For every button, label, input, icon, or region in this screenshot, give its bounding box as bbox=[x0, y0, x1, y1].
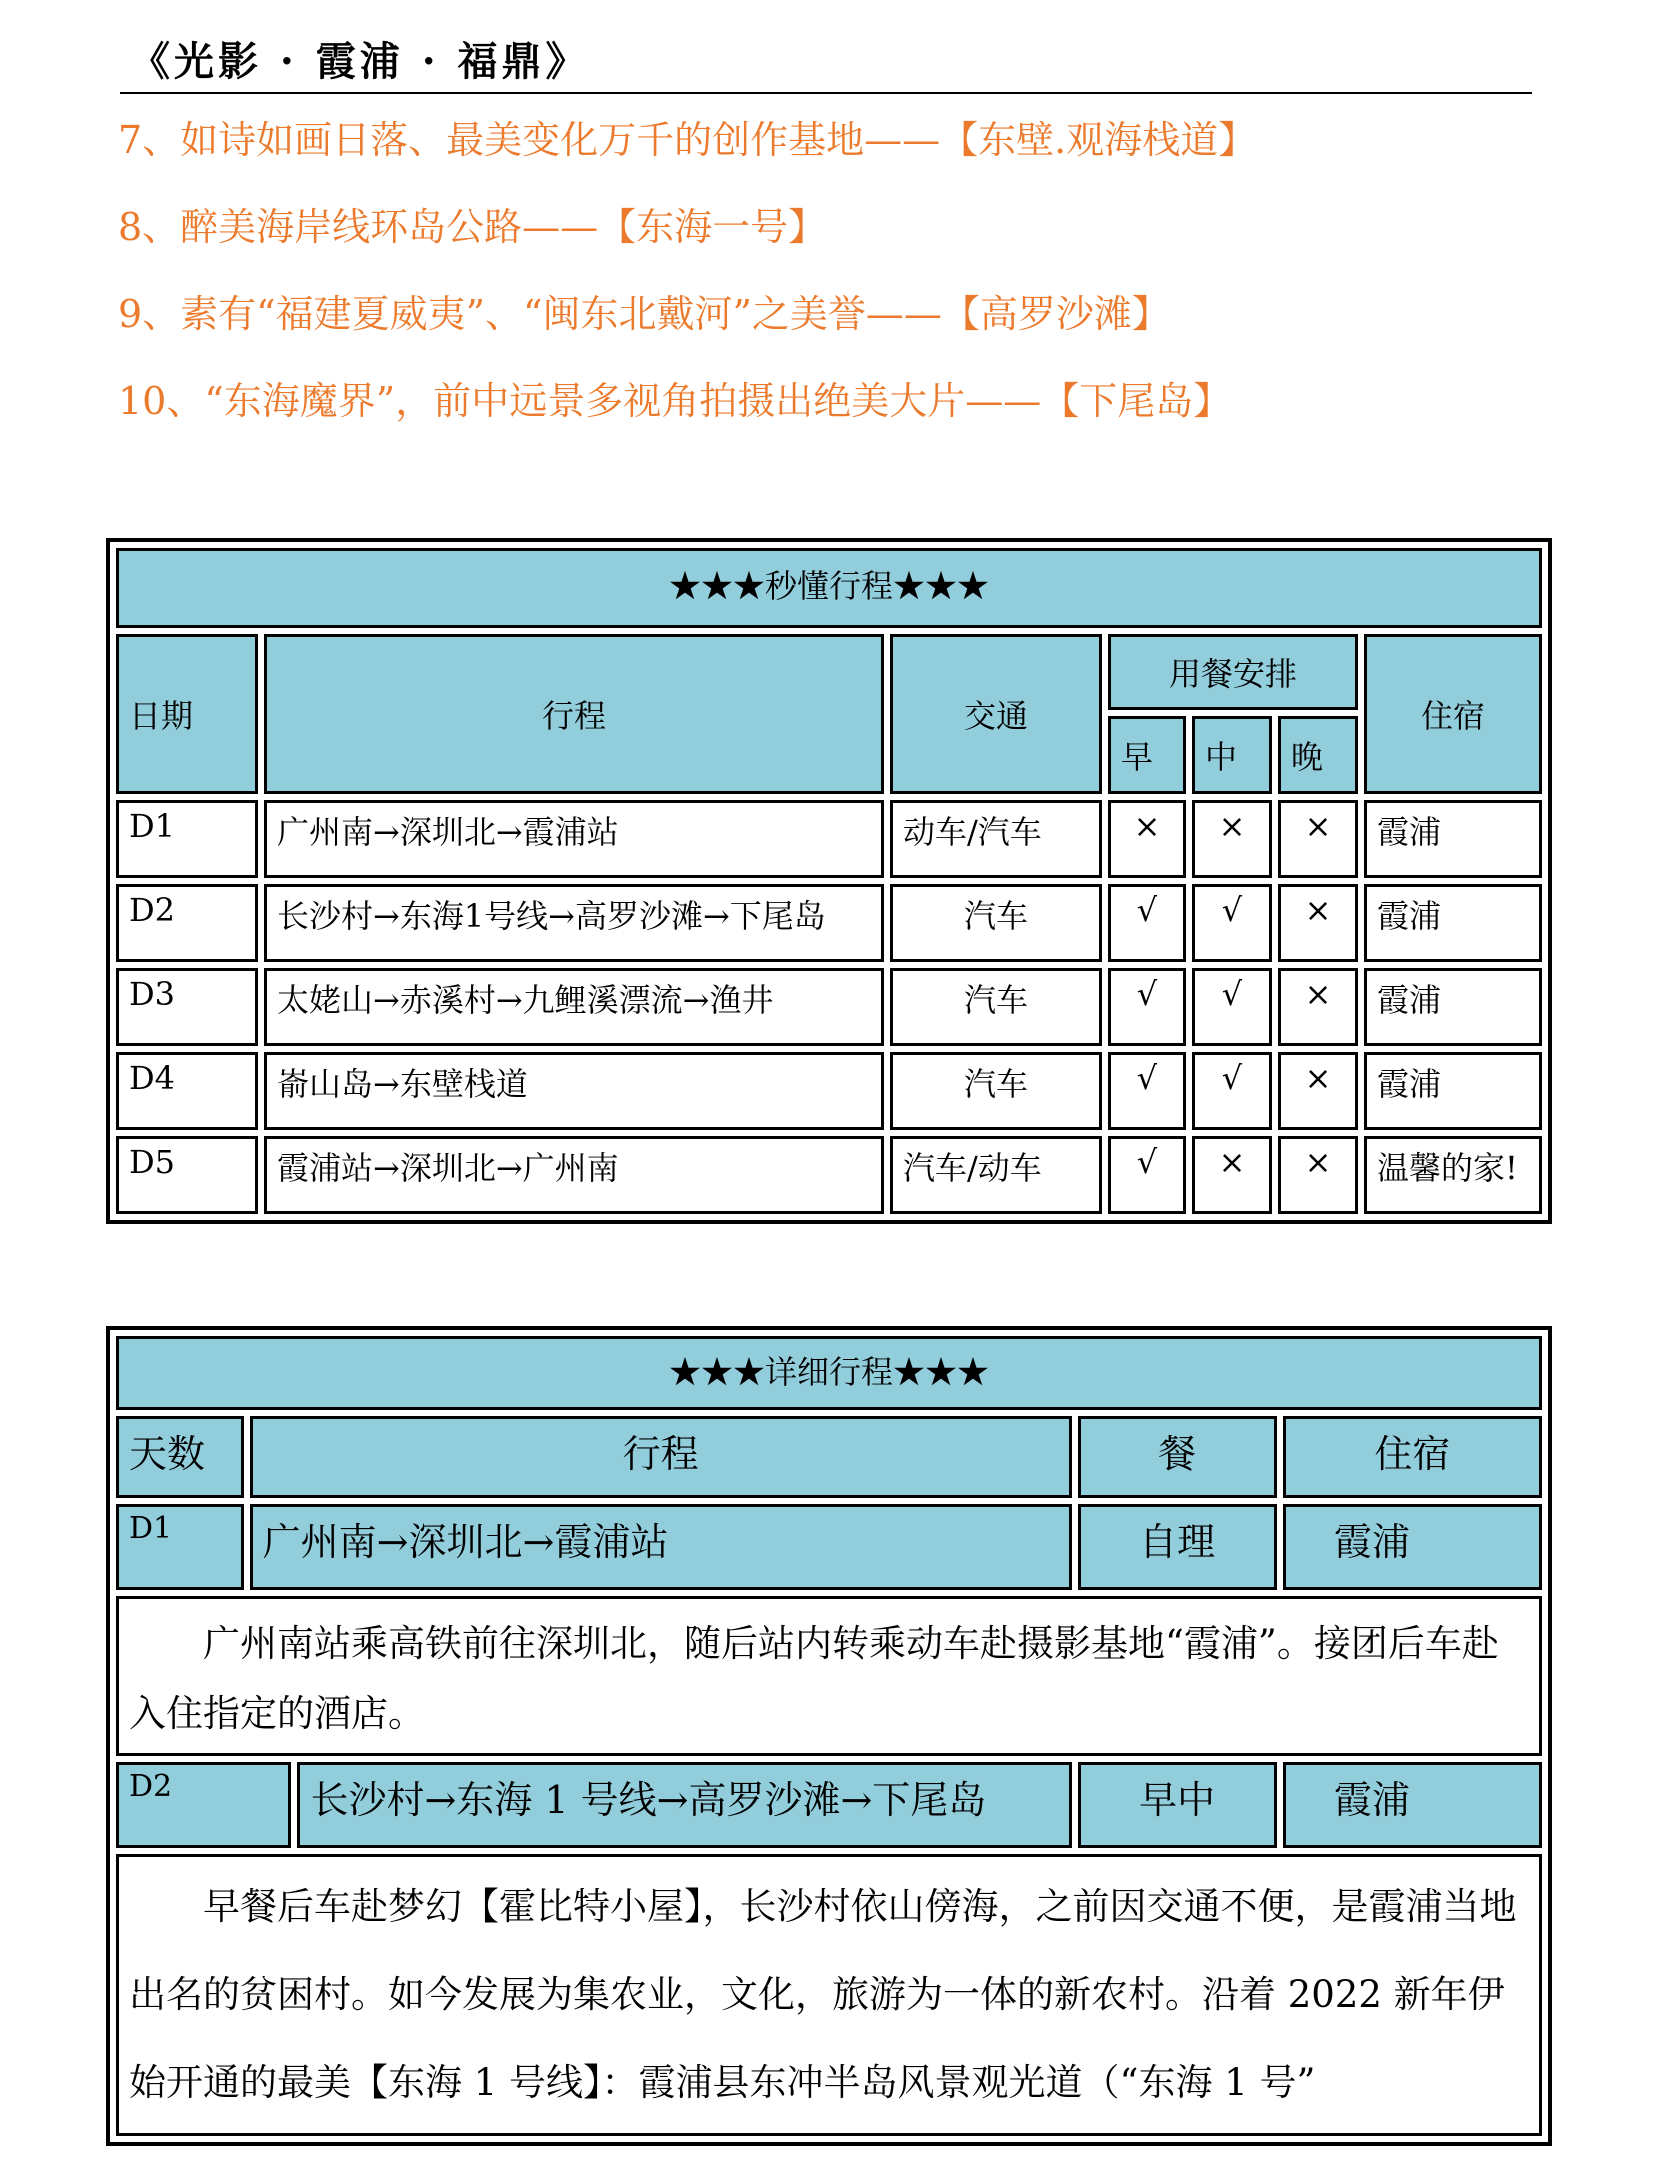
highlights-list bbox=[118, 112, 1538, 460]
cell-breakfast: √ bbox=[1108, 1136, 1186, 1214]
cell-transport: 汽车/动车 bbox=[890, 1136, 1102, 1214]
header-lunch: 中 bbox=[1192, 716, 1272, 794]
detail-table-title: ★★★详细行程★★★ bbox=[116, 1336, 1542, 1410]
cell-transport: 汽车 bbox=[890, 968, 1102, 1046]
cell-route: 霞浦站→深圳北→广州南 bbox=[264, 1136, 884, 1214]
header-route: 行程 bbox=[250, 1416, 1072, 1498]
header-lodging: 住宿 bbox=[1283, 1416, 1542, 1498]
day-label: D2 bbox=[116, 1762, 291, 1848]
highlight-item: 7、如诗如画日落、最美变化万千的创作基地——【东壁.观海栈道】 bbox=[118, 118, 1257, 162]
summary-itinerary-table bbox=[106, 538, 1552, 1224]
highlight-item: 8、醉美海岸线环岛公路——【东海一号】 bbox=[118, 205, 827, 249]
header-route: 行程 bbox=[264, 634, 884, 794]
cell-lodging: 霞浦 bbox=[1364, 884, 1542, 962]
cell-dinner: × bbox=[1278, 884, 1358, 962]
cell-transport: 动车/汽车 bbox=[890, 800, 1102, 878]
summary-table-title: ★★★秒懂行程★★★ bbox=[116, 548, 1542, 628]
header-meal: 餐 bbox=[1078, 1416, 1277, 1498]
header-divider bbox=[120, 92, 1532, 94]
day-lodging: 霞浦 bbox=[1283, 1504, 1542, 1590]
cell-lunch: × bbox=[1192, 1136, 1272, 1214]
cell-lodging: 霞浦 bbox=[1364, 968, 1542, 1046]
day-description: 广州南站乘高铁前往深圳北，随后站内转乘动车赴摄影基地“霞浦”。接团后车赴入住指定的酒店。 bbox=[116, 1596, 1542, 1756]
cell-route: 嵛山岛→东壁栈道 bbox=[264, 1052, 884, 1130]
highlight-item: 9、素有“福建夏威夷”、“闽东北戴河”之美誉——【高罗沙滩】 bbox=[118, 292, 1170, 336]
table-row bbox=[116, 1136, 1542, 1214]
header-meals: 用餐安排 bbox=[1108, 634, 1358, 710]
cell-lunch: √ bbox=[1192, 1052, 1272, 1130]
table-row bbox=[116, 884, 1542, 962]
table-row bbox=[116, 800, 1542, 878]
header-days: 天数 bbox=[116, 1416, 244, 1498]
cell-transport: 汽车 bbox=[890, 884, 1102, 962]
cell-breakfast: √ bbox=[1108, 884, 1186, 962]
table-row bbox=[116, 968, 1542, 1046]
cell-lodging: 霞浦 bbox=[1364, 1052, 1542, 1130]
cell-breakfast: √ bbox=[1108, 1052, 1186, 1130]
cell-breakfast: √ bbox=[1108, 968, 1186, 1046]
cell-day: D3 bbox=[116, 968, 258, 1046]
detail-itinerary-table bbox=[106, 1326, 1552, 2146]
header-lodging: 住宿 bbox=[1364, 634, 1542, 794]
day-meal: 早中 bbox=[1078, 1762, 1277, 1848]
page-header-title: 《光影 · 霞浦 · 福鼎》 bbox=[130, 38, 590, 85]
cell-route: 太姥山→赤溪村→九鲤溪漂流→渔井 bbox=[264, 968, 884, 1046]
day-label: D1 bbox=[116, 1504, 244, 1590]
highlight-item: 10、“东海魔界”，前中远景多视角拍摄出绝美大片——【下尾岛】 bbox=[118, 379, 1232, 423]
day-lodging: 霞浦 bbox=[1283, 1762, 1542, 1848]
cell-lunch: √ bbox=[1192, 968, 1272, 1046]
cell-dinner: × bbox=[1278, 968, 1358, 1046]
cell-day: D2 bbox=[116, 884, 258, 962]
cell-lodging: 温馨的家! bbox=[1364, 1136, 1542, 1214]
cell-dinner: × bbox=[1278, 800, 1358, 878]
cell-lunch: √ bbox=[1192, 884, 1272, 962]
cell-day: D5 bbox=[116, 1136, 258, 1214]
cell-transport: 汽车 bbox=[890, 1052, 1102, 1130]
cell-lunch: × bbox=[1192, 800, 1272, 878]
cell-dinner: × bbox=[1278, 1052, 1358, 1130]
cell-route: 广州南→深圳北→霞浦站 bbox=[264, 800, 884, 878]
cell-dinner: × bbox=[1278, 1136, 1358, 1214]
day-route: 长沙村→东海 1 号线→高罗沙滩→下尾岛 bbox=[297, 1762, 1071, 1848]
day-description: 早餐后车赴梦幻【霍比特小屋】，长沙村依山傍海，之前因交通不便，是霞浦当地出名的贫困村。如今发展为集农业，文化，旅游为一体的新农村。沿着 2022 新年伊始开通的最美【东海 1 号线】：霞浦县东冲半岛风景观光道（“东海 1 号” bbox=[116, 1854, 1542, 2136]
cell-day: D4 bbox=[116, 1052, 258, 1130]
cell-day: D1 bbox=[116, 800, 258, 878]
cell-route: 长沙村→东海1号线→高罗沙滩→下尾岛 bbox=[264, 884, 884, 962]
table-row bbox=[116, 1052, 1542, 1130]
header-transport: 交通 bbox=[890, 634, 1102, 794]
header-dinner: 晚 bbox=[1278, 716, 1358, 794]
header-date: 日期 bbox=[116, 634, 258, 794]
header-breakfast: 早 bbox=[1108, 716, 1186, 794]
cell-lodging: 霞浦 bbox=[1364, 800, 1542, 878]
day-route: 广州南→深圳北→霞浦站 bbox=[250, 1504, 1072, 1590]
day-meal: 自理 bbox=[1078, 1504, 1277, 1590]
cell-breakfast: × bbox=[1108, 800, 1186, 878]
